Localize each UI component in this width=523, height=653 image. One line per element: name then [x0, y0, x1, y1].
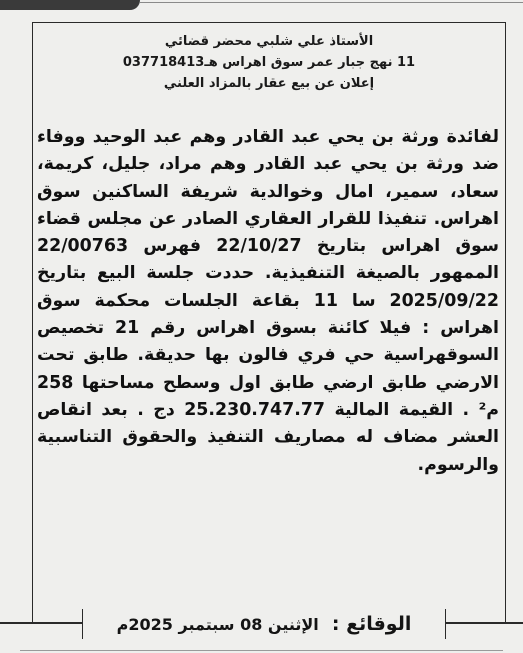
notice-header: [33, 31, 505, 94]
newspaper-name: الوقائع :: [331, 613, 412, 635]
bailiff-name: الأستاذ علي شلبي محضر قضائي: [164, 34, 374, 49]
bailiff-address: 11 نهج جبار عمر سوق اهراس هـ037718413: [122, 55, 416, 70]
notice-body: [37, 124, 499, 479]
notice-body-paragraph: لفائدة ورثة بن يحي عبد القادر وهم عبد الوحيد ووفاء ضد ورثة بن يحي عبد القادر وهم مراد، جليل، كريمة، سعاد، سمير، امال وخوالدية شريفة الساكنين سوق اهراس. تنفيذا للقرار العقاري الصادر عن مجلس قضاء سوق اهراس بتاريخ 22/10/27 فهرس 22/00763 الممهور بالصيغة التنفيذية. حددت جلسة البيع بتاريخ 2025/09/22 سا 11 بقاعة الجلسات محكمة سوق اهراس : فيلا كائنة بسوق اهراس رقم 21 تخصيص السوقهراسية حي فري فالون بها حديقة. طابق تحت الارضي طابق ارضي طابق اول وسطح مساحتها 258 م² . القيمة المالية 25.230.747.77 دج . بعد انقاص العشر مضاف له مصاريف التنفيذ والحقوق التناسبية والرسوم.: [37, 127, 500, 475]
top-tab-decoration: [0, 0, 140, 10]
notice-box: [32, 22, 506, 622]
top-rule: [140, 2, 523, 3]
bottom-rule: [20, 650, 503, 651]
notice-title: إعلان عن بيع عقار بالمزاد العلني: [163, 76, 375, 91]
footer-label: [82, 609, 446, 639]
publication-date: الإثنين 08 سبتمبر 2025م: [116, 615, 319, 634]
